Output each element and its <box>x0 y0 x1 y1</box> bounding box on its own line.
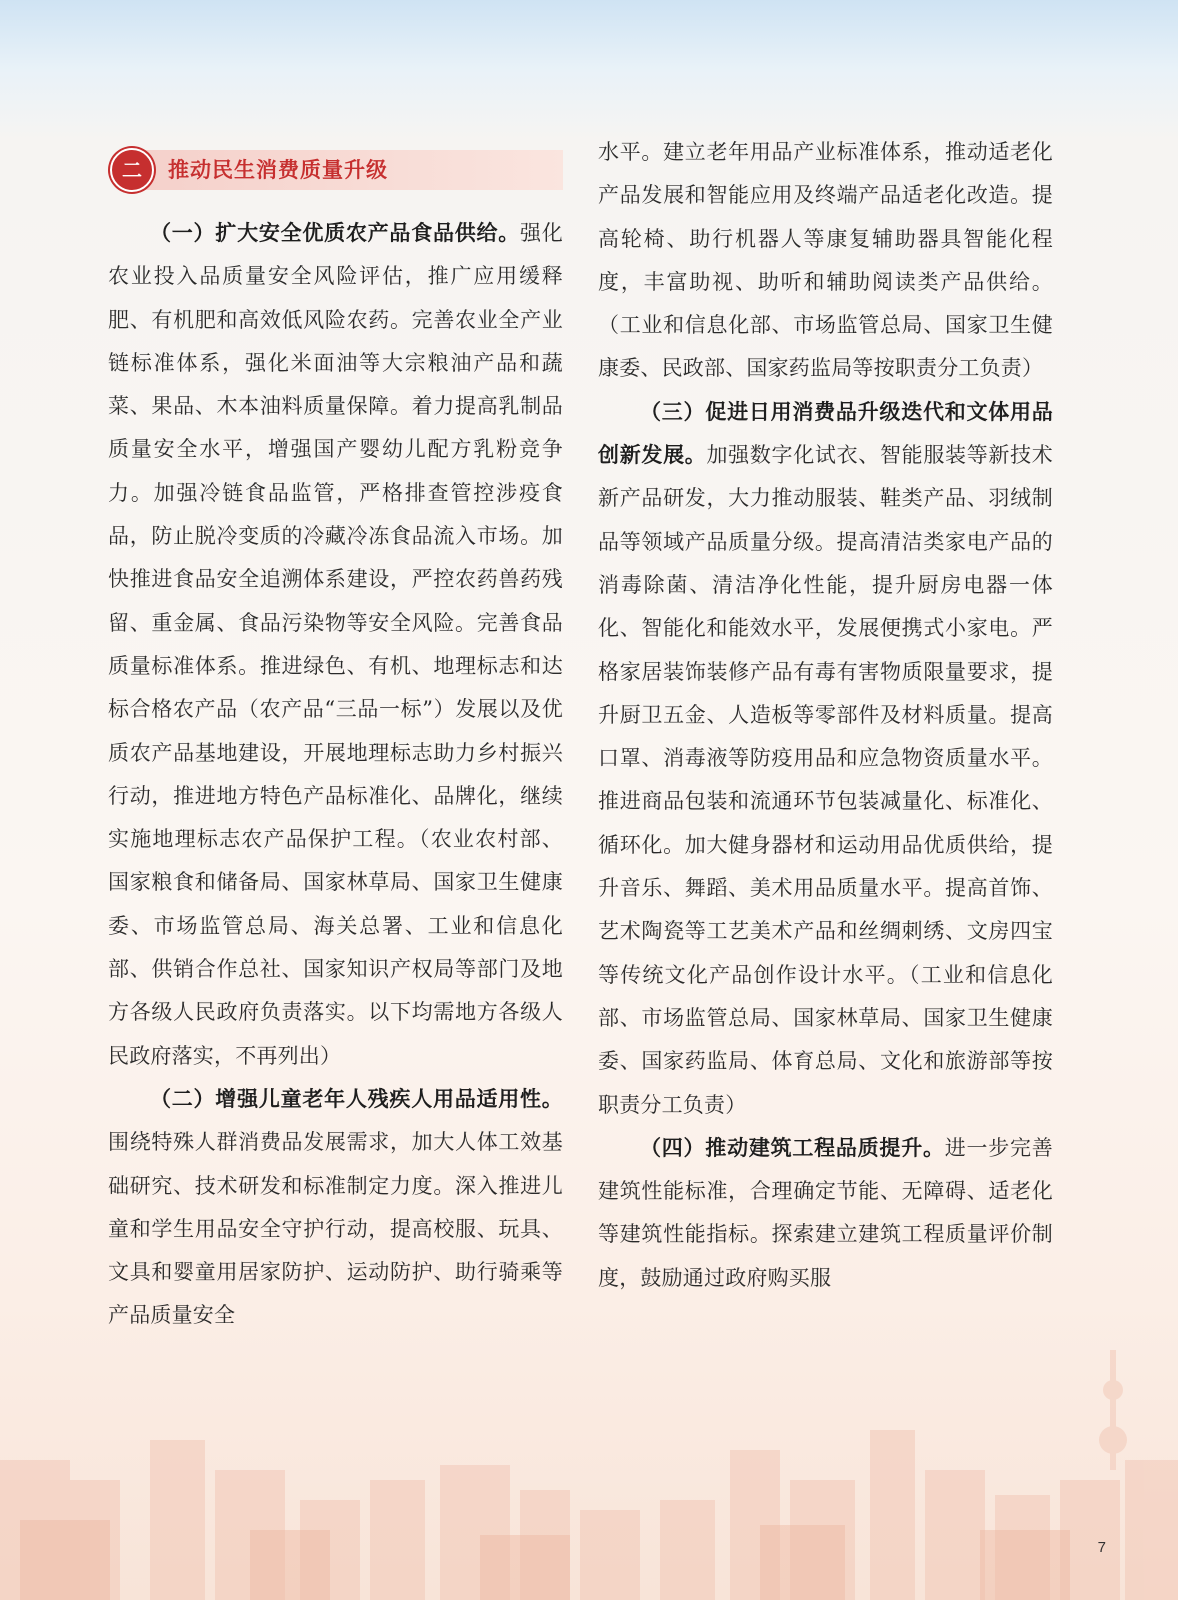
city-skyline-decoration <box>0 1330 1178 1600</box>
paragraph-heading: （四）推动建筑工程品质提升。 <box>640 1135 945 1160</box>
paragraph-heading: （二）增强儿童老年人残疾人用品适用性。 <box>150 1086 563 1111</box>
section-title: 推动民生消费质量升级 <box>168 158 388 182</box>
paragraph-body: 加强数字化试衣、智能服装等新技术新产品研发，大力推动服装、鞋类产品、羽绒制品等领域产品质量分级。提高清洁类家电产品的消毒除菌、清洁净化性能，提升厨房电器一体化、智能化和能效水平，发展便携式小家电。严格家居装饰装修产品有毒有害物质限量要求，提升厨卫五金、人造板等零部件及材料质量。提高口罩、消毒液等防疫用品和应急物资质量水平。推进商品包装和流通环节包装减量化、标准化、循环化。加大健身器材和运动用品优质供给，提升音乐、舞蹈、美术用品质量水平。提高首饰、艺术陶瓷等工艺美术产品和丝绸刺绣、文房四宝等传统文化产品创作设计水平。（工业和信息化部、市场监管总局、国家林草局、国家卫生健康委、国家药监局、体育总局、文化和旅游部等按职责分工负责） <box>598 443 1053 1117</box>
paragraph-special-groups <box>108 1078 563 1338</box>
paragraph-daily-goods <box>598 391 1053 1127</box>
paragraph-body: 围绕特殊人群消费品发展需求，加大人体工效基础研究、技术研发和标准制定力度。深入推进儿童和学生用品安全守护行动，提高校服、玩具、文具和婴童用居家防护、运动防护、助行骑乘等产品质量安全 <box>108 1130 563 1328</box>
right-column <box>598 131 1053 1300</box>
paragraph-construction <box>598 1127 1053 1300</box>
left-column <box>108 136 563 1338</box>
paragraph-food-supply <box>108 212 563 1078</box>
section-heading <box>108 150 563 190</box>
paragraph-heading: （一）扩大安全优质农产品食品供给。 <box>150 221 521 245</box>
page-number: 7 <box>1097 1539 1106 1556</box>
paragraph-body: 水平。建立老年用品产业标准体系，推动适老化产品发展和智能应用及终端产品适老化改造。提高轮椅、助行机器人等康复辅助器具智能化程度，丰富助视、助听和辅助阅读类产品供给。（工业和信息化部、市场监管总局、国家卫生健康委、民政部、国家药监局等按职责分工负责） <box>598 140 1053 381</box>
paragraph-body: 进一步完善建筑性能标准，合理确定节能、无障碍、适老化等建筑性能指标。探索建立建筑工程质量评价制度，鼓励通过政府购买服 <box>598 1135 1053 1290</box>
paragraph-body: 强化农业投入品质量安全风险评估，推广应用缓释肥、有机肥和高效低风险农药。完善农业全产业链标准体系，强化米面油等大宗粮油产品和蔬菜、果品、木本油料质量保障。着力提高乳制品质量安全水平，增强国产婴幼儿配方乳粉竞争力。加强冷链食品监管，严格排查管控涉疫食品，防止脱冷变质的冷藏冷冻食品流入市场。加快推进食品安全追溯体系建设，严控农药兽药残留、重金属、食品污染物等安全风险。完善食品质量标准体系。推进绿色、有机、地理标志和达标合格农产品（农产品“三品一标”）发展以及优质农产品基地建设，开展地理标志助力乡村振兴行动，推进地方特色产品标准化、品牌化，继续实施地理标志农产品保护工程。（农业农村部、国家粮食和储备局、国家林草局、国家卫生健康委、市场监管总局、海关总署、工业和信息化部、供销合作总社、国家知识产权局等部门及地方各级人民政府负责落实。以下均需地方各级人民政府落实，不再列出） <box>108 221 563 1068</box>
paragraph-continued <box>598 131 1053 391</box>
section-number-badge: 二 <box>110 148 154 192</box>
paragraph-heading: （三）促进日用消费品升级迭代和文体用品创新发展。 <box>598 399 1053 468</box>
